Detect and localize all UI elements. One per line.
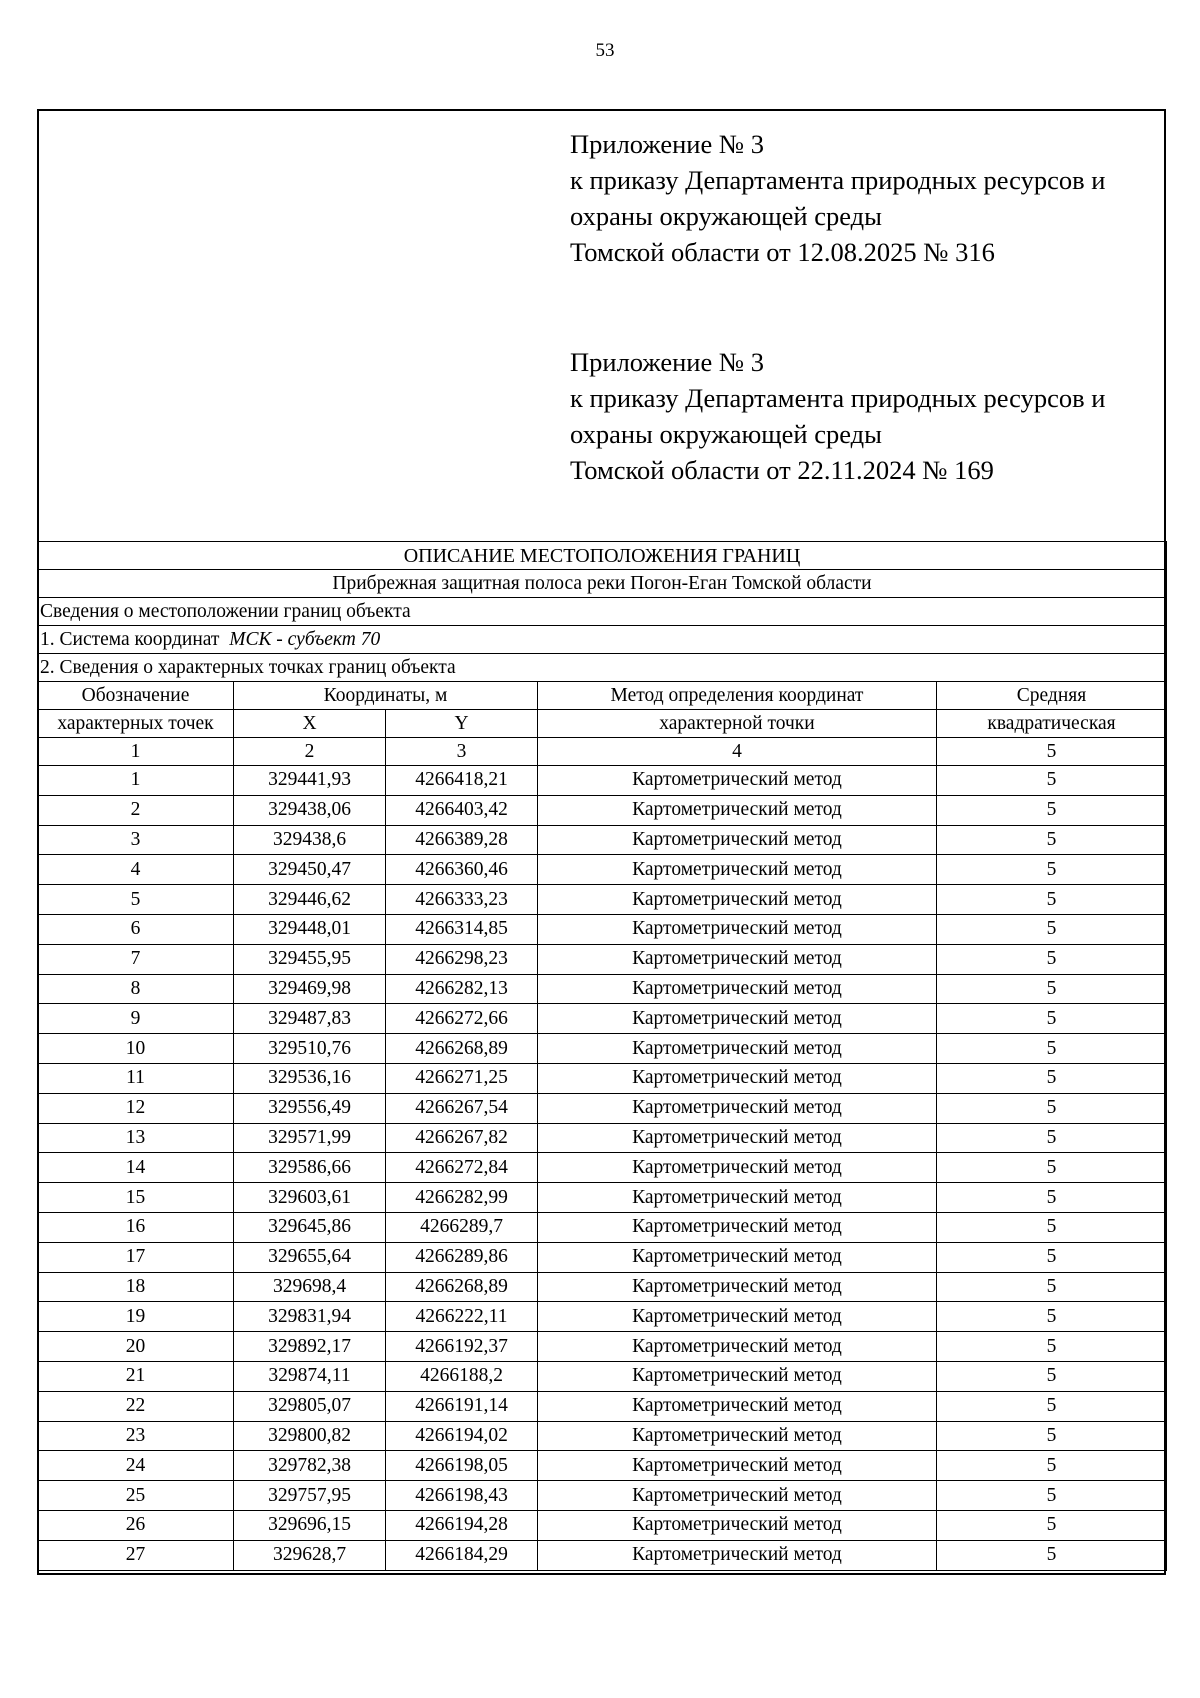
- method-cell: Картометрический метод: [538, 766, 937, 796]
- appendix-date-line: Томской области от 22.11.2024 № 169: [570, 455, 994, 485]
- table-row: [38, 1034, 1167, 1064]
- coord-x: 329696,15: [234, 1510, 386, 1540]
- coord-y: 4266194,02: [386, 1421, 538, 1451]
- error-cell: 5: [937, 1302, 1167, 1332]
- error-cell: 5: [937, 1451, 1167, 1481]
- coord-y: 4266360,46: [386, 855, 538, 885]
- table-row: [38, 1302, 1167, 1332]
- coord-x: 329448,01: [234, 914, 386, 944]
- header-y: Y: [386, 710, 538, 738]
- table-row: [38, 1093, 1167, 1123]
- error-cell: 5: [937, 1540, 1167, 1570]
- coord-y: 4266272,84: [386, 1153, 538, 1183]
- point-number: 16: [38, 1212, 234, 1242]
- point-number: 26: [38, 1510, 234, 1540]
- method-cell: Картометрический метод: [538, 1302, 937, 1332]
- coord-y: 4266188,2: [386, 1361, 538, 1391]
- point-number: 4: [38, 855, 234, 885]
- coord-x: 329536,16: [234, 1063, 386, 1093]
- error-cell: 5: [937, 974, 1167, 1004]
- coord-x: 329800,82: [234, 1421, 386, 1451]
- method-cell: Картометрический метод: [538, 795, 937, 825]
- error-cell: 5: [937, 1361, 1167, 1391]
- appendix-title: Приложение № 3: [570, 129, 765, 159]
- method-cell: Картометрический метод: [538, 1272, 937, 1302]
- coord-y: 4266289,86: [386, 1242, 538, 1272]
- header-method-line1: Метод определения координат: [538, 682, 937, 710]
- coord-y: 4266418,21: [386, 766, 538, 796]
- error-cell: 5: [937, 795, 1167, 825]
- point-number: 25: [38, 1481, 234, 1511]
- column-number: 4: [538, 738, 937, 766]
- method-cell: Картометрический метод: [538, 1093, 937, 1123]
- point-number: 2: [38, 795, 234, 825]
- method-cell: Картометрический метод: [538, 885, 937, 915]
- method-cell: Картометрический метод: [538, 1212, 937, 1242]
- coord-x: 329441,93: [234, 766, 386, 796]
- method-cell: Картометрический метод: [538, 1063, 937, 1093]
- method-cell: Картометрический метод: [538, 944, 937, 974]
- error-cell: 5: [937, 1242, 1167, 1272]
- coord-y: 4266282,13: [386, 974, 538, 1004]
- point-number: 23: [38, 1421, 234, 1451]
- error-cell: 5: [937, 944, 1167, 974]
- table-row: [38, 1063, 1167, 1093]
- coord-x: 329831,94: [234, 1302, 386, 1332]
- point-number: 18: [38, 1272, 234, 1302]
- error-cell: 5: [937, 1004, 1167, 1034]
- appendix-order-line: к приказу Департамента природных ресурсов и: [570, 383, 1106, 413]
- point-number: 11: [38, 1063, 234, 1093]
- point-number: 6: [38, 914, 234, 944]
- point-number: 7: [38, 944, 234, 974]
- error-cell: 5: [937, 766, 1167, 796]
- table-row: [38, 795, 1167, 825]
- coord-x: 329628,7: [234, 1540, 386, 1570]
- coord-x: 329438,6: [234, 825, 386, 855]
- table-row: [38, 1361, 1167, 1391]
- error-cell: 5: [937, 855, 1167, 885]
- coord-y: 4266184,29: [386, 1540, 538, 1570]
- header-coordinates: Координаты, м: [234, 682, 538, 710]
- header-error-line2: квадратическая: [937, 710, 1167, 738]
- coord-y: 4266267,82: [386, 1123, 538, 1153]
- coord-y: 4266192,37: [386, 1332, 538, 1362]
- point-number: 9: [38, 1004, 234, 1034]
- point-number: 19: [38, 1302, 234, 1332]
- point-number: 1: [38, 766, 234, 796]
- point-number: 22: [38, 1391, 234, 1421]
- point-number: 15: [38, 1183, 234, 1213]
- coord-x: 329450,47: [234, 855, 386, 885]
- column-number: 3: [386, 738, 538, 766]
- error-cell: 5: [937, 885, 1167, 915]
- table-row: [38, 855, 1167, 885]
- error-cell: 5: [937, 1212, 1167, 1242]
- coord-x: 329469,98: [234, 974, 386, 1004]
- coord-x: 329645,86: [234, 1212, 386, 1242]
- method-cell: Картометрический метод: [538, 1481, 937, 1511]
- coord-y: 4266268,89: [386, 1034, 538, 1064]
- point-number: 3: [38, 825, 234, 855]
- table-row: [38, 1540, 1167, 1570]
- table-row: [38, 1421, 1167, 1451]
- column-number: 2: [234, 738, 386, 766]
- section-info: Сведения о местоположении границ объекта: [38, 598, 1167, 626]
- header-designation-line2: характерных точек: [38, 710, 234, 738]
- error-cell: 5: [937, 1332, 1167, 1362]
- point-number: 21: [38, 1361, 234, 1391]
- table-row: [38, 1183, 1167, 1213]
- table-row: [38, 1272, 1167, 1302]
- appendix-title: Приложение № 3: [570, 347, 765, 377]
- table-row: [38, 1242, 1167, 1272]
- coord-x: 329782,38: [234, 1451, 386, 1481]
- header-x: X: [234, 710, 386, 738]
- coord-x: 329510,76: [234, 1034, 386, 1064]
- error-cell: 5: [937, 1063, 1167, 1093]
- coord-x: 329571,99: [234, 1123, 386, 1153]
- coordinate-system-label: 1. Система координат: [40, 628, 220, 650]
- method-cell: Картометрический метод: [538, 1391, 937, 1421]
- method-cell: Картометрический метод: [538, 1510, 937, 1540]
- method-cell: Картометрический метод: [538, 1540, 937, 1570]
- appendix-order-line: к приказу Департамента природных ресурсов и: [570, 165, 1106, 195]
- coord-y: 4266282,99: [386, 1183, 538, 1213]
- error-cell: 5: [937, 1272, 1167, 1302]
- coord-x: 329655,64: [234, 1242, 386, 1272]
- point-number: 10: [38, 1034, 234, 1064]
- coord-y: 4266314,85: [386, 914, 538, 944]
- point-number: 12: [38, 1093, 234, 1123]
- coord-x: 329805,07: [234, 1391, 386, 1421]
- points-section-heading: 2. Сведения о характерных точках границ объекта: [38, 654, 1167, 682]
- method-cell: Картометрический метод: [538, 1123, 937, 1153]
- point-number: 13: [38, 1123, 234, 1153]
- coord-y: 4266289,7: [386, 1212, 538, 1242]
- method-cell: Картометрический метод: [538, 1034, 937, 1064]
- coord-y: 4266298,23: [386, 944, 538, 974]
- method-cell: Картометрический метод: [538, 1421, 937, 1451]
- header-error-line1: Средняя: [937, 682, 1167, 710]
- table-row: [38, 944, 1167, 974]
- coord-y: 4266403,42: [386, 795, 538, 825]
- method-cell: Картометрический метод: [538, 1153, 937, 1183]
- error-cell: 5: [937, 1123, 1167, 1153]
- coord-x: 329446,62: [234, 885, 386, 915]
- coordinate-system-row: [38, 626, 1167, 654]
- appendix-header-current: [570, 126, 1105, 270]
- method-cell: Картометрический метод: [538, 1004, 937, 1034]
- table-row: [38, 1123, 1167, 1153]
- point-number: 27: [38, 1540, 234, 1570]
- table-row: [38, 914, 1167, 944]
- table-row: [38, 1391, 1167, 1421]
- method-cell: Картометрический метод: [538, 1361, 937, 1391]
- table-row: [38, 1153, 1167, 1183]
- point-number: 8: [38, 974, 234, 1004]
- page-number: 53: [595, 40, 615, 61]
- boundary-coordinates-table: [37, 541, 1167, 1571]
- point-number: 20: [38, 1332, 234, 1362]
- appendix-header-previous: [570, 344, 1105, 488]
- header-designation-line1: Обозначение: [38, 682, 234, 710]
- coord-y: 4266198,05: [386, 1451, 538, 1481]
- error-cell: 5: [937, 825, 1167, 855]
- coord-x: 329438,06: [234, 795, 386, 825]
- column-number: 5: [937, 738, 1167, 766]
- method-cell: Картометрический метод: [538, 1451, 937, 1481]
- object-name: Прибрежная защитная полоса реки Погон-Еган Томской области: [38, 570, 1167, 598]
- error-cell: 5: [937, 914, 1167, 944]
- point-number: 24: [38, 1451, 234, 1481]
- coord-y: 4266268,89: [386, 1272, 538, 1302]
- coord-x: 329892,17: [234, 1332, 386, 1362]
- coordinate-system-value: МСК - субъект 70: [229, 628, 381, 650]
- table-row: [38, 1332, 1167, 1362]
- table-row: [38, 1004, 1167, 1034]
- table-row: [38, 766, 1167, 796]
- coord-x: 329586,66: [234, 1153, 386, 1183]
- method-cell: Картометрический метод: [538, 825, 937, 855]
- coord-y: 4266267,54: [386, 1093, 538, 1123]
- coord-y: 4266272,66: [386, 1004, 538, 1034]
- error-cell: 5: [937, 1153, 1167, 1183]
- error-cell: 5: [937, 1421, 1167, 1451]
- coord-x: 329698,4: [234, 1272, 386, 1302]
- point-number: 5: [38, 885, 234, 915]
- error-cell: 5: [937, 1391, 1167, 1421]
- coord-y: 4266222,11: [386, 1302, 538, 1332]
- appendix-department-line: охраны окружающей среды: [570, 419, 882, 449]
- table-row: [38, 974, 1167, 1004]
- coord-y: 4266333,23: [386, 885, 538, 915]
- coord-x: 329757,95: [234, 1481, 386, 1511]
- error-cell: 5: [937, 1481, 1167, 1511]
- method-cell: Картометрический метод: [538, 1183, 937, 1213]
- coord-y: 4266198,43: [386, 1481, 538, 1511]
- point-number: 14: [38, 1153, 234, 1183]
- method-cell: Картометрический метод: [538, 855, 937, 885]
- table-row: [38, 1510, 1167, 1540]
- table-title: ОПИСАНИЕ МЕСТОПОЛОЖЕНИЯ ГРАНИЦ: [38, 542, 1167, 570]
- error-cell: 5: [937, 1093, 1167, 1123]
- table-row: [38, 1481, 1167, 1511]
- coord-y: 4266389,28: [386, 825, 538, 855]
- appendix-date-line: Томской области от 12.08.2025 № 316: [570, 237, 995, 267]
- method-cell: Картометрический метод: [538, 974, 937, 1004]
- table-row: [38, 1451, 1167, 1481]
- coord-x: 329603,61: [234, 1183, 386, 1213]
- appendix-department-line: охраны окружающей среды: [570, 201, 882, 231]
- method-cell: Картометрический метод: [538, 1242, 937, 1272]
- coord-x: 329556,49: [234, 1093, 386, 1123]
- point-number: 17: [38, 1242, 234, 1272]
- error-cell: 5: [937, 1510, 1167, 1540]
- coord-y: 4266191,14: [386, 1391, 538, 1421]
- method-cell: Картометрический метод: [538, 1332, 937, 1362]
- coord-x: 329874,11: [234, 1361, 386, 1391]
- table-row: [38, 825, 1167, 855]
- error-cell: 5: [937, 1034, 1167, 1064]
- coord-x: 329487,83: [234, 1004, 386, 1034]
- error-cell: 5: [937, 1183, 1167, 1213]
- table-row: [38, 885, 1167, 915]
- column-number: 1: [38, 738, 234, 766]
- table-row: [38, 1212, 1167, 1242]
- coord-x: 329455,95: [234, 944, 386, 974]
- method-cell: Картометрический метод: [538, 914, 937, 944]
- coord-y: 4266194,28: [386, 1510, 538, 1540]
- header-method-line2: характерной точки: [538, 710, 937, 738]
- coord-y: 4266271,25: [386, 1063, 538, 1093]
